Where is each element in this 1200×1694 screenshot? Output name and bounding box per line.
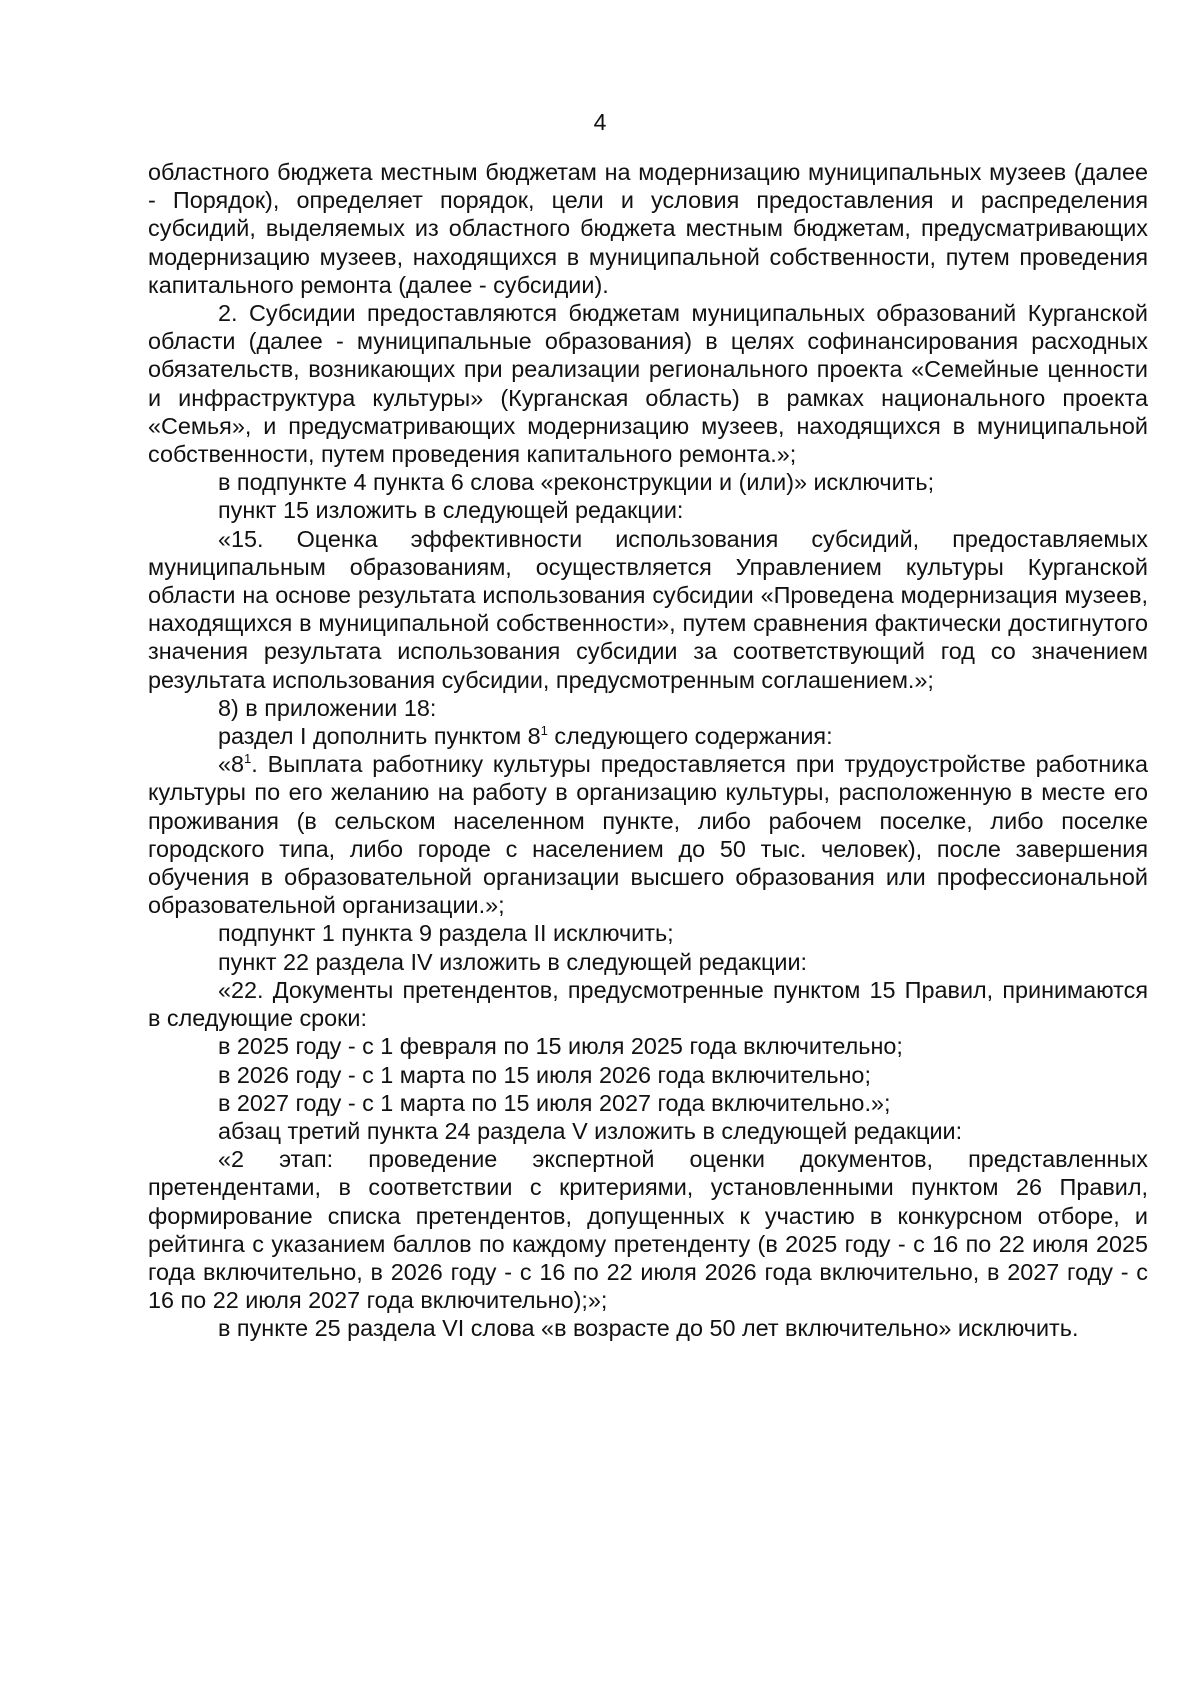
paragraph-15: абзац третий пункта 24 раздела V изложить в следующей редакции: [218, 1117, 963, 1144]
paragraph-9: подпункт 1 пункта 9 раздела II исключить; [218, 920, 674, 947]
paragraph-8-superscript: 1 [244, 751, 252, 767]
paragraph-4: пункт 15 изложить в следующей редакции: [218, 497, 684, 524]
paragraph-5: «15. Оценка эффективности использования субсидий, предоставляемых муниципальным образованиям, осуществляется Управлением культуры Курганской области на основе результата использования субсидии «Проведена модернизация музеев, находящихся в муниципальной собственности», путем сравнения фактически достигнутого значения результата использования субсидии за соответствующий год со значением результата использования субсидии, предусмотренным соглашением.»; [148, 525, 1148, 693]
paragraph-11: «22. Документы претендентов, предусмотренные пунктом 15 Правил, принимаются в следующие сроки: [148, 976, 1148, 1032]
paragraph-7-before: раздел I дополнить пунктом 8 [218, 723, 541, 750]
page-number: 4 [593, 109, 607, 135]
paragraph-1: областного бюджета местным бюджетам на модернизацию муниципальных музеев (далее - Порядок), определяет порядок, цели и условия предоставления и распределения субсидий, выделяемых из областного бюджета местным бюджетам, предусматривающих модернизацию музеев, находящихся в муниципальной собственности, путем проведения капитального ремонта (далее - субсидии). [148, 159, 1148, 298]
paragraph-14: в 2027 году - с 1 марта по 15 июля 2027 года включительно.»; [218, 1089, 891, 1116]
paragraph-8-after: . Выплата работнику культуры предоставляется при трудоустройстве работника культуры по его желанию на работу в организацию культуры, расположенную в месте его проживания (в сельском населенном пункте, либо рабочем поселке, либо поселке городского типа, либо городе с населением до 50 тыс. человек), после завершения обучения в образовательной организации высшего образования или профессиональной образовательной организации.»; [148, 751, 1148, 919]
document-body [148, 158, 1148, 1343]
paragraph-10: пункт 22 раздела IV изложить в следующей редакции: [218, 948, 808, 975]
paragraph-13: в 2026 году - с 1 марта по 15 июля 2026 года включительно; [218, 1061, 871, 1088]
paragraph-7-superscript: 1 [540, 723, 548, 739]
paragraph-3: в подпункте 4 пункта 6 слова «реконструкции и (или)» исключить; [218, 469, 935, 496]
paragraph-7-after: следующего содержания: [547, 723, 833, 750]
paragraph-16: «2 этап: проведение экспертной оценки документов, представленных претендентами, в соответствии с критериями, установленными пунктом 26 Правил, формирование списка претендентов, допущенных к участию в конкурсном отборе, и рейтинга с указанием баллов по каждому претенденту (в 2025 году - с 16 по 22 июля 2025 года включительно, в 2026 году - с 16 по 22 июля 2026 года включительно, в 2027 году - с 16 по 22 июля 2027 года включительно);»; [148, 1146, 1148, 1314]
paragraph-8 [148, 750, 1148, 919]
paragraph-7 [148, 722, 1148, 750]
paragraph-2: 2. Субсидии предоставляются бюджетам муниципальных образований Курганской области (далее - муниципальные образования) в целях софинансирования расходных обязательств, возникающих при реализации регионального проекта «Семейные ценности и инфраструктура культуры» (Курганская область) в рамках национального проекта «Семья», и предусматривающих модернизацию музеев, находящихся в муниципальной собственности, путем проведения капитального ремонта.»; [148, 300, 1148, 468]
paragraph-17: в пункте 25 раздела VI слова «в возрасте до 50 лет включительно» исключить. [218, 1315, 1079, 1342]
paragraph-6: 8) в приложении 18: [218, 694, 437, 721]
paragraph-12: в 2025 году - с 1 февраля по 15 июля 2025 года включительно; [218, 1033, 903, 1060]
paragraph-8-before: «8 [218, 751, 245, 778]
